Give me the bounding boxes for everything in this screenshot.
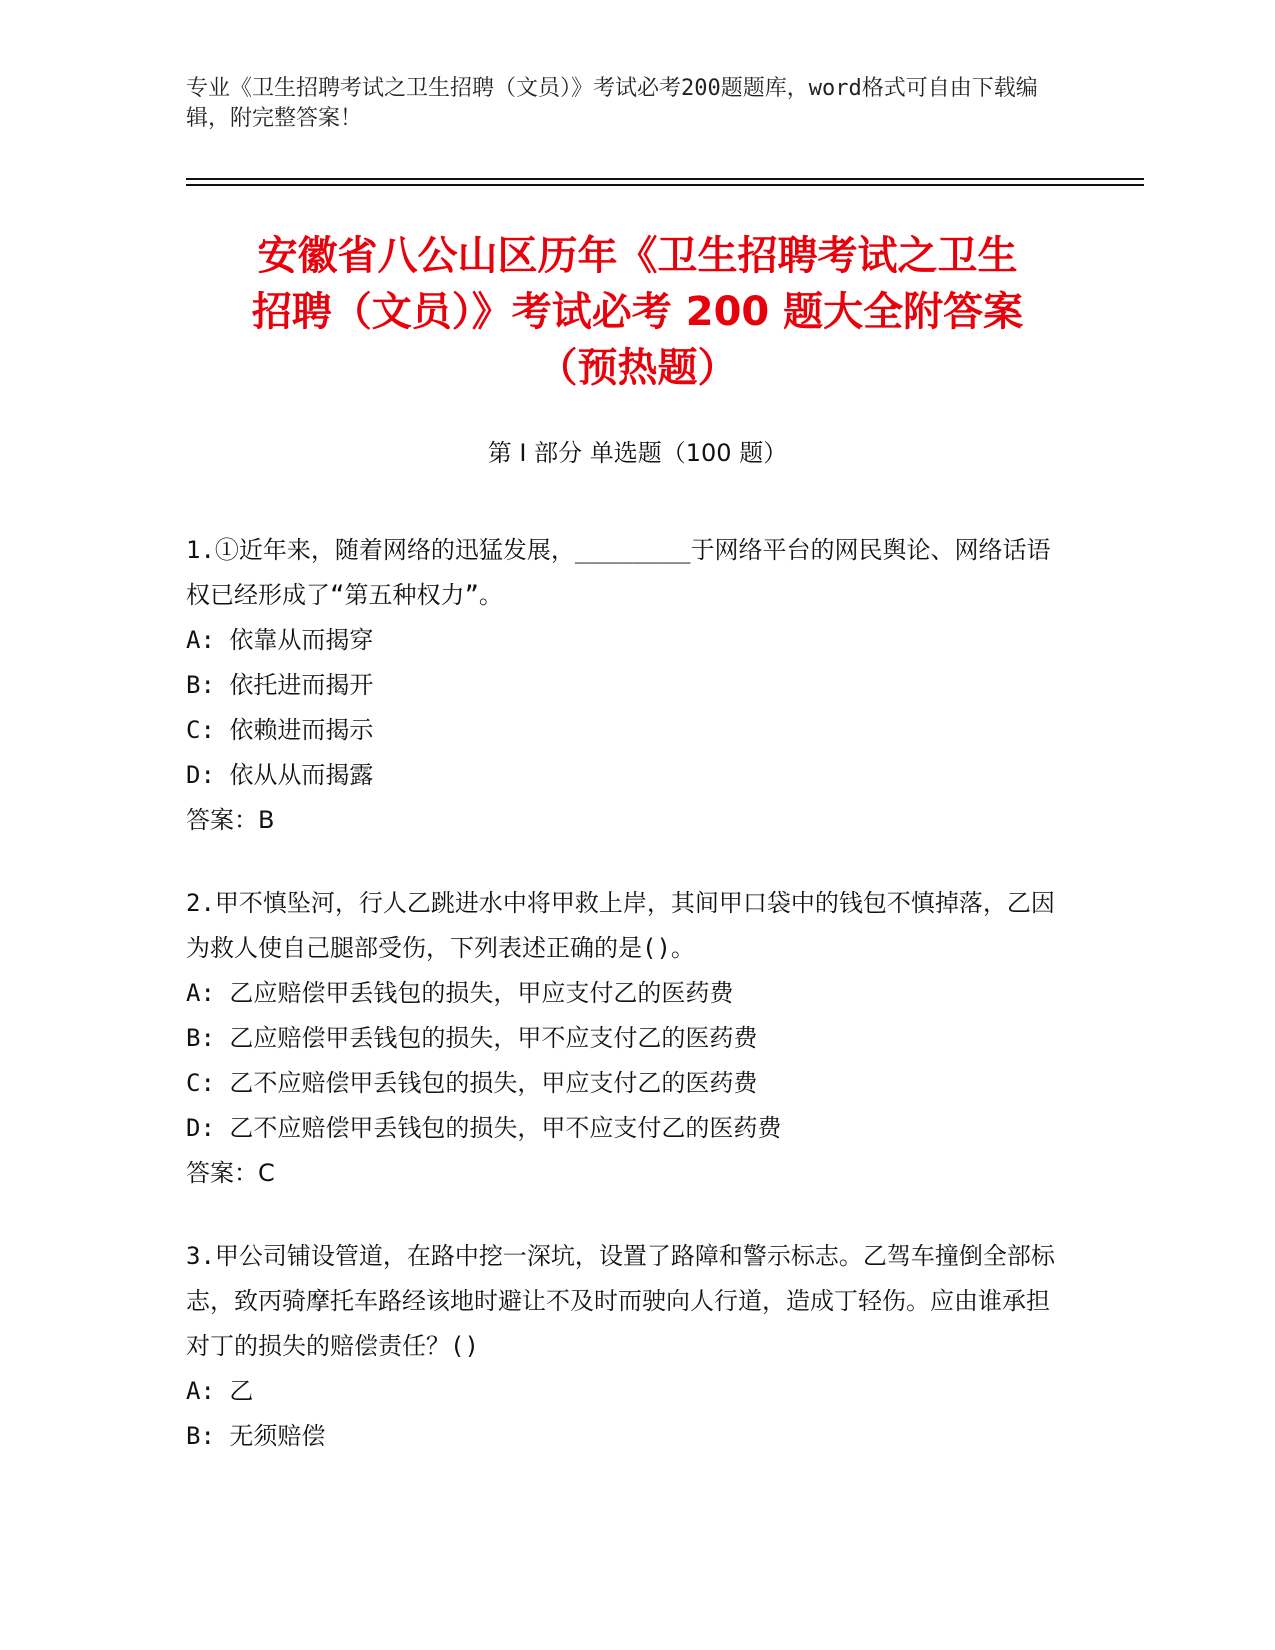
document-title-line: （预热题） [537, 345, 738, 391]
section-title: 第 I 部分 单选题（100 题） [487, 439, 788, 467]
header-note: 专业《卫生招聘考试之卫生招聘（文员）》考试必考200题题库，word格式可自由下载编辑，附完整答案！ [186, 76, 1038, 131]
header-rule-top [186, 178, 1144, 180]
header-rule-bottom [186, 184, 1144, 186]
option-a: A: 乙 [186, 1377, 254, 1405]
answer-label: 答案：C [186, 1159, 275, 1187]
option-b: B: 依托进而揭开 [186, 671, 374, 699]
option-b: B: 乙应赔偿甲丢钱包的损失，甲不应支付乙的医药费 [186, 1024, 758, 1052]
question-text: 3.甲公司铺设管道，在路中挖一深坑，设置了路障和警示标志。乙驾车撞倒全部标志，致丙骑摩托车路经该地时避让不及时而驶向人行道，造成丁轻伤。应由谁承担对丁的损失的赔偿责任？() [186, 1242, 1055, 1360]
option-d: D: 依从从而揭露 [186, 761, 374, 789]
document-title [150, 228, 1125, 396]
option-c: C: 乙不应赔偿甲丢钱包的损失，甲应支付乙的医药费 [186, 1069, 758, 1097]
question-text: 2.甲不慎坠河，行人乙跳进水中将甲救上岸，其间甲口袋中的钱包不慎掉落，乙因为救人使自己腿部受伤，下列表述正确的是()。 [186, 889, 1055, 962]
question-list [186, 528, 1066, 1497]
option-a: A: 乙应赔偿甲丢钱包的损失，甲应支付乙的医药费 [186, 979, 734, 1007]
option-c: C: 依赖进而揭示 [186, 716, 374, 744]
document-title-line: 安徽省八公山区历年《卫生招聘考试之卫生 [257, 233, 1018, 279]
document-title-line: 招聘（文员）》考试必考 200 题大全附答案 [251, 289, 1024, 335]
option-a: A: 依靠从而揭穿 [186, 626, 374, 654]
question-item [186, 528, 1066, 843]
question-item [186, 1234, 1066, 1459]
answer-label: 答案：B [186, 806, 275, 834]
option-b: B: 无须赔偿 [186, 1422, 326, 1450]
question-item [186, 881, 1066, 1196]
question-text: 1.①近年来，随着网络的迅猛发展，________于网络平台的网民舆论、网络话语权已经形成了“第五种权力”。 [186, 536, 1051, 609]
option-d: D: 乙不应赔偿甲丢钱包的损失，甲不应支付乙的医药费 [186, 1114, 782, 1142]
